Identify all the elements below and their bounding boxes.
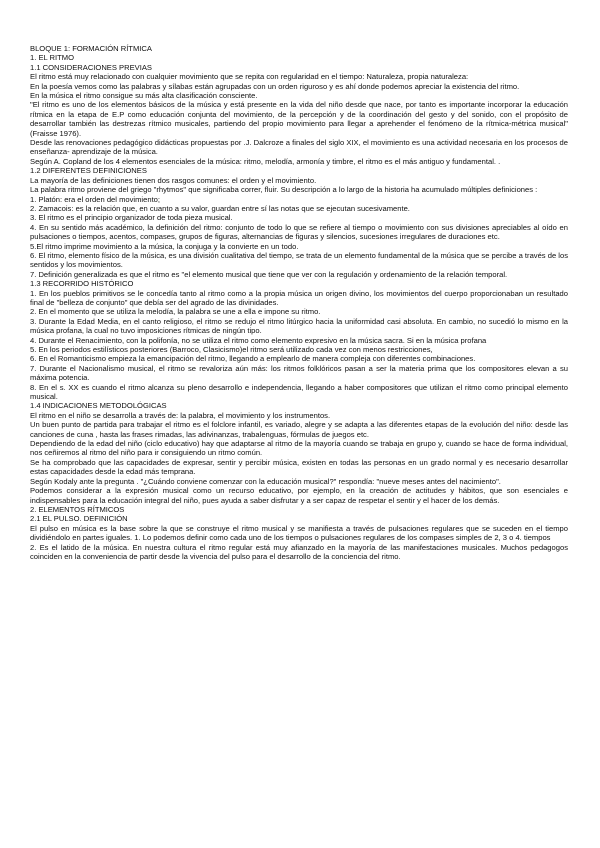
- section-heading: 2. ELEMENTOS RÍTMICOS: [30, 504, 125, 514]
- list-item: 5.El ritmo imprime movimiento a la música, la conjuga y la convierte en un todo.: [30, 241, 299, 251]
- subsection-heading: 1.3 RECORRIDO HISTÓRICO: [30, 279, 134, 289]
- paragraph: 2. Es el latido de la música. En nuestra cultura el ritmo regular está muy afianzado en la mayoría de las manifestaciones musicales. Muchos pedagogos coinciden en la conveniencia de partir desde la vivencia del pulso para el desarrollo de la conciencia del ritmo.: [30, 542, 568, 561]
- document-body: [30, 44, 568, 561]
- paragraph: La palabra ritmo proviene del griego "rhytmos" que significaba correr, fluir. Su descripción a lo largo de la historia ha acumulado múltiples definiciones :: [30, 185, 538, 195]
- list-item: 1. En los pueblos primitivos se le concedía tanto al ritmo como a la propia música un origen divino, los movimientos del cuerpo proporcionaban un resultado final de "belleza de conjunto" que debía ser del agrado de las divinidades.: [30, 288, 568, 307]
- subsection-heading: 1.1 CONSIDERACIONES PREVIAS: [30, 62, 152, 72]
- paragraph: El pulso en música es la base sobre la que se construye el ritmo musical y se manifiesta a través de pulsaciones regulares que se suceden en el tiempo dividiéndolo en partes iguales. 1. Lo podemos definir como cada uno de los tiempos o pulsaciones regulares de los compases simples de 2, 3 o 4. tiempos: [30, 523, 568, 543]
- paragraph: La mayoría de las definiciones tienen dos rasgos comunes: el orden y el movimiento.: [30, 175, 317, 185]
- block-title: BLOQUE 1: FORMACIÓN RÍTMICA: [30, 44, 152, 53]
- paragraph: Según Kodaly ante la pregunta . "¿Cuándo conviene comenzar con la educación musical?" respondía: "nueve meses antes del nacimiento".: [30, 476, 501, 486]
- paragraph: Se ha comprobado que las capacidades de expresar, sentir y percibir música, existen en todas las personas en un grado normal y es necesario desarrollar estas capacidades desde la edad más temprana.: [30, 457, 568, 477]
- section-heading: 1. EL RITMO: [30, 53, 75, 63]
- paragraph: Dependiendo de la edad del niño (ciclo educativo) hay que adaptarse al ritmo de la mayoría cuando se trabaja en grupo y, cuando se hace de forma individual, nos ceñiremos al ritmo del niño para ir consiguiendo un ritmo común.: [30, 439, 568, 458]
- subsection-heading: 2.1 EL PULSO. DEFINICIÓN: [30, 514, 128, 524]
- list-item: 1. Platón: era el orden del movimiento;: [30, 194, 161, 204]
- list-item: 4. En su sentido más académico, la definición del ritmo: conjunto de todo lo que se refiere al tiempo o movimiento con sus divisiones apreciables al oído en pulsaciones o tiempos, acentos, compases, grupos de figuras, alternancias de figuras y silencios, sucesiones irregulares de duraciones etc.: [30, 222, 568, 242]
- list-item: 6. El ritmo, elemento físico de la música, es una división cualitativa del tiempo, se trata de un elemento fundamental de la música que se percibe a través de los sentidos y los movimientos.: [30, 250, 568, 270]
- list-item: 3. El ritmo es el principio organizador de toda pieza musical.: [30, 213, 233, 223]
- paragraph: En la música el ritmo consigue su más alta clasificación consciente.: [30, 91, 258, 101]
- subsection-heading: 1.4 INDICACIONES METODOLÓGICAS: [30, 401, 167, 411]
- list-item: 6. En el Romanticismo empieza la emancipación del ritmo, llegando a emplearlo de manera compleja con diferentes combinaciones.: [30, 354, 476, 364]
- paragraph: Un buen punto de partida para trabajar el ritmo es el folclore infantil, es variado, alegre y se adapta a las diferentes etapas de la evolución del niño: desde las canciones de cuna , hasta las frases rimadas, las adivinanzas, trabalenguas, fórmulas de juegos etc.: [30, 420, 568, 439]
- list-item: 5. En los periodos estilísticos posteriores (Barroco, Clasicismo)el ritmo será utilizado cada vez con menos restricciones,: [30, 345, 433, 354]
- list-item: 8. En el s. XX es cuando el ritmo alcanza su pleno desarrollo e independencia, llegando a haber compositores que utilizan el ritmo como principal elemento musical.: [30, 382, 568, 402]
- list-item: 7. Definición generalizada es que el ritmo es "el elemento musical que tiene que ver con la regulación y ordenamiento de la relación temporal.: [30, 269, 508, 279]
- paragraph: Según A. Copland de los 4 elementos esenciales de la música: ritmo, melodía, armonía y timbre, el ritmo es el más antiguo y fundamental. .: [30, 156, 501, 166]
- paragraph: En la poesía vemos como las palabras y sílabas están agrupadas con un orden riguroso y es ahí donde podemos apreciar la existencia del ritmo.: [30, 81, 520, 91]
- paragraph: El ritmo en el niño se desarrolla a través de: la palabra, el movimiento y los instrumentos.: [30, 410, 331, 420]
- list-item: 4. Durante el Renacimiento, con la polifonía, no se utiliza el ritmo como elemento expresivo en la música sacra. Si en la música profana: [30, 335, 487, 345]
- list-item: 3. Durante la Edad Media, en el canto religioso, el ritmo se redujo el ritmo litúrgico hacia la uniformidad casi absoluta. En cambio, no sucedió lo mismo en la música profana, la cual no tuvo imposiciones rítmicas de ningún tipo.: [30, 316, 568, 336]
- paragraph: "El ritmo es uno de los elementos básicos de la música y está presente en la vida del niño desde que nace, por tanto es importante incorporar la educación rítmica en la etapa de E.P como educación conjunta del movimiento, de la percepción y de la coordinación del gesto y del sonido, con el propósito de desarrollar también las destrezas rítmico musicales, partiendo del propio movimiento para llegar a aprehender el fenómeno de la rítmica-métrica musical"(Fraisse 1976).: [30, 100, 568, 138]
- subsection-heading: 1.2 DIFERENTES DEFINICIONES: [30, 166, 147, 176]
- paragraph: El ritmo está muy relacionado con cualquier movimiento que se repita con regularidad en el tiempo: Naturaleza, propia naturaleza:: [30, 72, 469, 82]
- list-item: 2. Zamacois: es la relación que, en cuanto a su valor, guardan entre sí las notas que se ejecutan sucesivamente.: [30, 203, 410, 213]
- paragraph: Podemos considerar a la expresión musical como un recurso educativo, por ejemplo, en la creación de actitudes y hábitos, que son esenciales e indispensables para la educación integral del niño, pues ayuda a saber disfrutar y a ser capaz de respetar el sentir y el hacer de los demás.: [30, 486, 568, 505]
- paragraph: Desde las renovaciones pedagógico didácticas propuestas por .J. Dalcroze a finales del siglo XIX, el movimiento es una actividad necesaria en los procesos de enseñanza- aprendizaje de la música.: [30, 138, 568, 157]
- list-item: 2. En el momento que se utiliza la melodía, la palabra se une a ella e impone su ritmo.: [30, 307, 321, 317]
- list-item: 7. Durante el Nacionalismo musical, el ritmo se revaloriza aún más: los ritmos folklóricos pasan a ser la materia prima que los compositores elevan a su máxima potencia.: [30, 363, 568, 383]
